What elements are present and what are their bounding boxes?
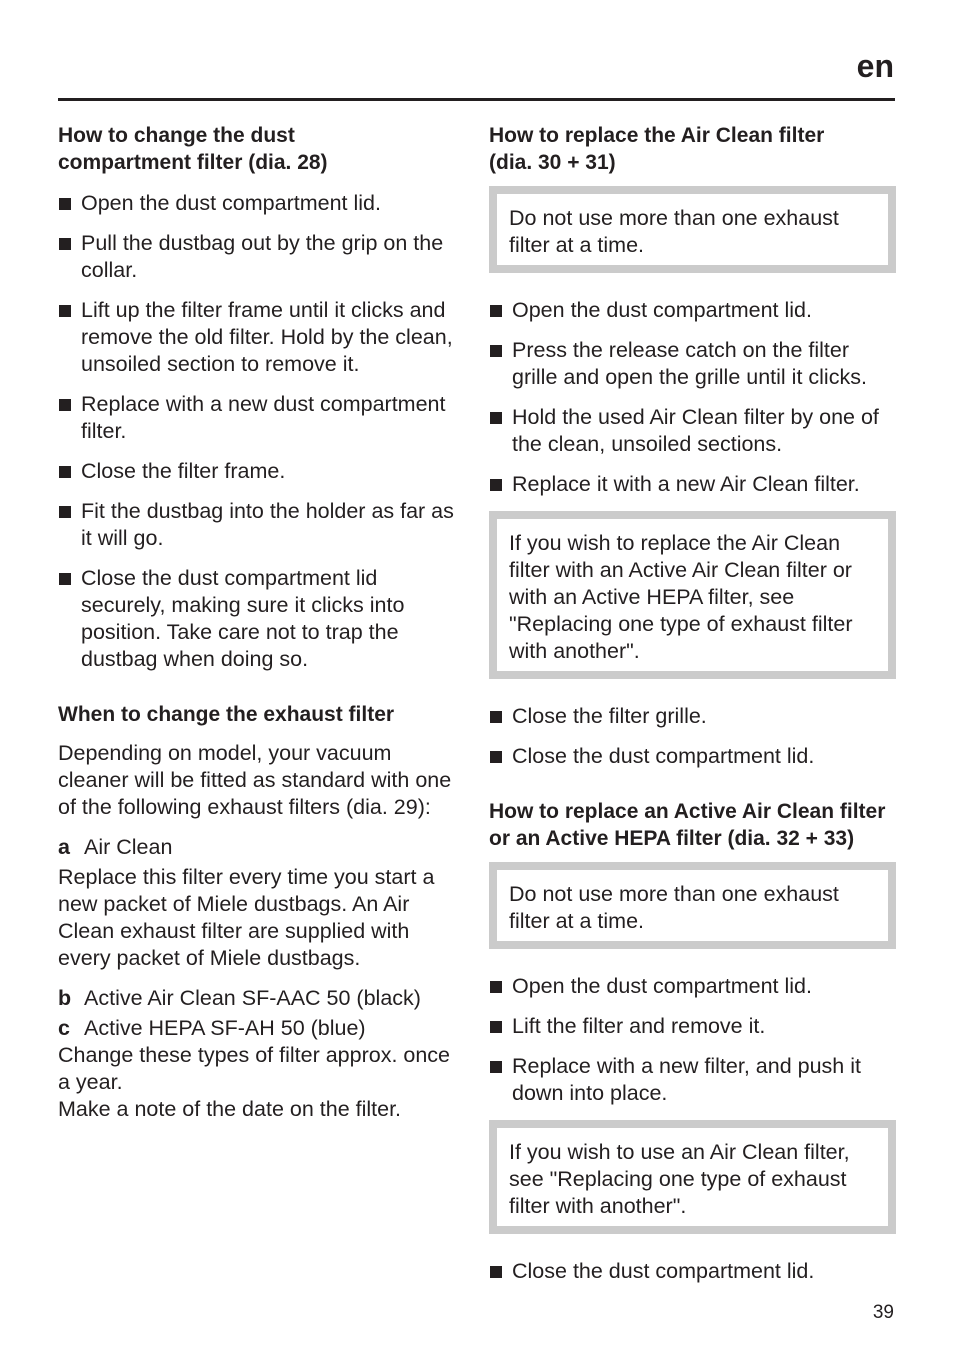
square-bullet-icon <box>59 466 71 478</box>
square-bullet-icon <box>490 981 502 993</box>
list-item <box>58 297 463 378</box>
heading-line: compartment filter (dia. 28) <box>58 151 328 174</box>
heading-line: How to change the dust <box>58 124 295 147</box>
square-bullet-icon <box>490 1021 502 1033</box>
square-bullet-icon <box>490 345 502 357</box>
filter-option-a <box>58 834 463 861</box>
warning-note-box: Do not use more than one exhaust filter at a time. <box>489 862 896 949</box>
list-item <box>489 1053 896 1107</box>
square-bullet-icon <box>490 751 502 763</box>
square-bullet-icon <box>59 399 71 411</box>
step-text: Replace with a new dust compartment filter. <box>81 392 446 443</box>
active-filter-closing-steps <box>489 1258 896 1285</box>
list-item <box>58 458 463 485</box>
list-item <box>489 1258 896 1285</box>
air-clean-closing-steps <box>489 703 896 770</box>
option-letter: b <box>58 986 72 1010</box>
option-label: Active HEPA SF-AH 50 (blue) <box>84 1016 366 1040</box>
step-text: Close the dust compartment lid. <box>512 744 815 768</box>
list-item <box>489 337 896 391</box>
list-item <box>489 297 896 324</box>
dust-filter-steps <box>58 190 463 673</box>
option-label: Active Air Clean SF-AAC 50 (black) <box>84 986 421 1010</box>
step-text: Fit the dustbag into the holder as far as it will go. <box>81 499 454 550</box>
list-item <box>489 973 896 1000</box>
list-item <box>58 230 463 284</box>
air-clean-steps <box>489 297 896 498</box>
square-bullet-icon <box>490 1061 502 1073</box>
list-item <box>489 743 896 770</box>
section-heading-active-filter: How to replace an Active Air Clean filter or an Active HEPA filter (dia. 32 + 33) <box>489 800 886 850</box>
heading-line: How to replace the Air Clean filter <box>489 124 825 147</box>
right-column <box>489 122 896 1298</box>
square-bullet-icon <box>490 711 502 723</box>
header-rule <box>58 98 895 101</box>
section-heading-air-clean <box>489 122 896 176</box>
square-bullet-icon <box>490 479 502 491</box>
section-heading-dust-filter <box>58 122 463 176</box>
step-text: Close the filter grille. <box>512 704 707 728</box>
step-text: Lift up the filter frame until it clicks and remove the old filter. Hold by the clean, unsoiled section to remove it. <box>81 298 453 376</box>
replace-interval-text: Change these types of filter approx. once a year. <box>58 1043 451 1094</box>
language-code: en <box>856 48 894 84</box>
step-text: Open the dust compartment lid. <box>512 298 812 322</box>
list-item <box>489 404 896 458</box>
step-text: Replace it with a new Air Clean filter. <box>512 472 860 496</box>
square-bullet-icon <box>59 198 71 210</box>
step-text: Open the dust compartment lid. <box>512 974 812 998</box>
step-text: Replace with a new filter, and push it down into place. <box>512 1054 861 1105</box>
option-letter: c <box>58 1016 70 1040</box>
page-number: 39 <box>872 1302 894 1323</box>
warning-note-box: Do not use more than one exhaust filter at a time. <box>489 186 896 273</box>
square-bullet-icon <box>490 305 502 317</box>
filter-option-b <box>58 985 463 1012</box>
square-bullet-icon <box>59 573 71 585</box>
info-note-box: If you wish to use an Air Clean filter, see "Replacing one type of exhaust filter with another". <box>489 1120 896 1234</box>
square-bullet-icon <box>59 305 71 317</box>
list-item <box>58 565 463 673</box>
step-text: Pull the dustbag out by the grip on the collar. <box>81 231 444 282</box>
list-item <box>489 703 896 730</box>
square-bullet-icon <box>490 412 502 424</box>
heading-line: (dia. 30 + 31) <box>489 151 616 174</box>
list-item <box>58 498 463 552</box>
step-text: Close the filter frame. <box>81 459 286 483</box>
step-text: Hold the used Air Clean filter by one of the clean, unsoiled sections. <box>512 405 879 456</box>
step-text: Lift the filter and remove it. <box>512 1014 766 1038</box>
square-bullet-icon <box>490 1266 502 1278</box>
exhaust-intro: Depending on model, your vacuum cleaner will be fitted as standard with one of the following exhaust filters (dia. 29): <box>58 741 452 819</box>
step-text: Press the release catch on the filter grille and open the grille until it clicks. <box>512 338 867 389</box>
filter-option-c <box>58 1015 463 1042</box>
list-item <box>58 190 463 217</box>
section-heading-exhaust-filter: When to change the exhaust filter <box>58 703 395 726</box>
filter-option-a-text: Replace this filter every time you start a new packet of Miele dustbags. An Air Clean exhaust filter are supplied with every packet of Miele dustbags. <box>58 865 435 970</box>
option-letter: a <box>58 835 70 859</box>
list-item <box>58 391 463 445</box>
left-column <box>58 122 463 1123</box>
info-note-box: If you wish to replace the Air Clean filter with an Active Air Clean filter or with an Active HEPA filter, see "Replacing one type of exhaust filter with another". <box>489 511 896 679</box>
square-bullet-icon <box>59 238 71 250</box>
option-label: Air Clean <box>84 835 173 859</box>
step-text: Open the dust compartment lid. <box>81 191 381 215</box>
note-date-text: Make a note of the date on the filter. <box>58 1097 402 1121</box>
step-text: Close the dust compartment lid. <box>512 1259 815 1283</box>
list-item <box>489 1013 896 1040</box>
square-bullet-icon <box>59 506 71 518</box>
active-filter-steps <box>489 973 896 1107</box>
step-text: Close the dust compartment lid securely, making sure it clicks into position. Take care not to trap the dustbag when doing so. <box>81 566 405 671</box>
list-item <box>489 471 896 498</box>
